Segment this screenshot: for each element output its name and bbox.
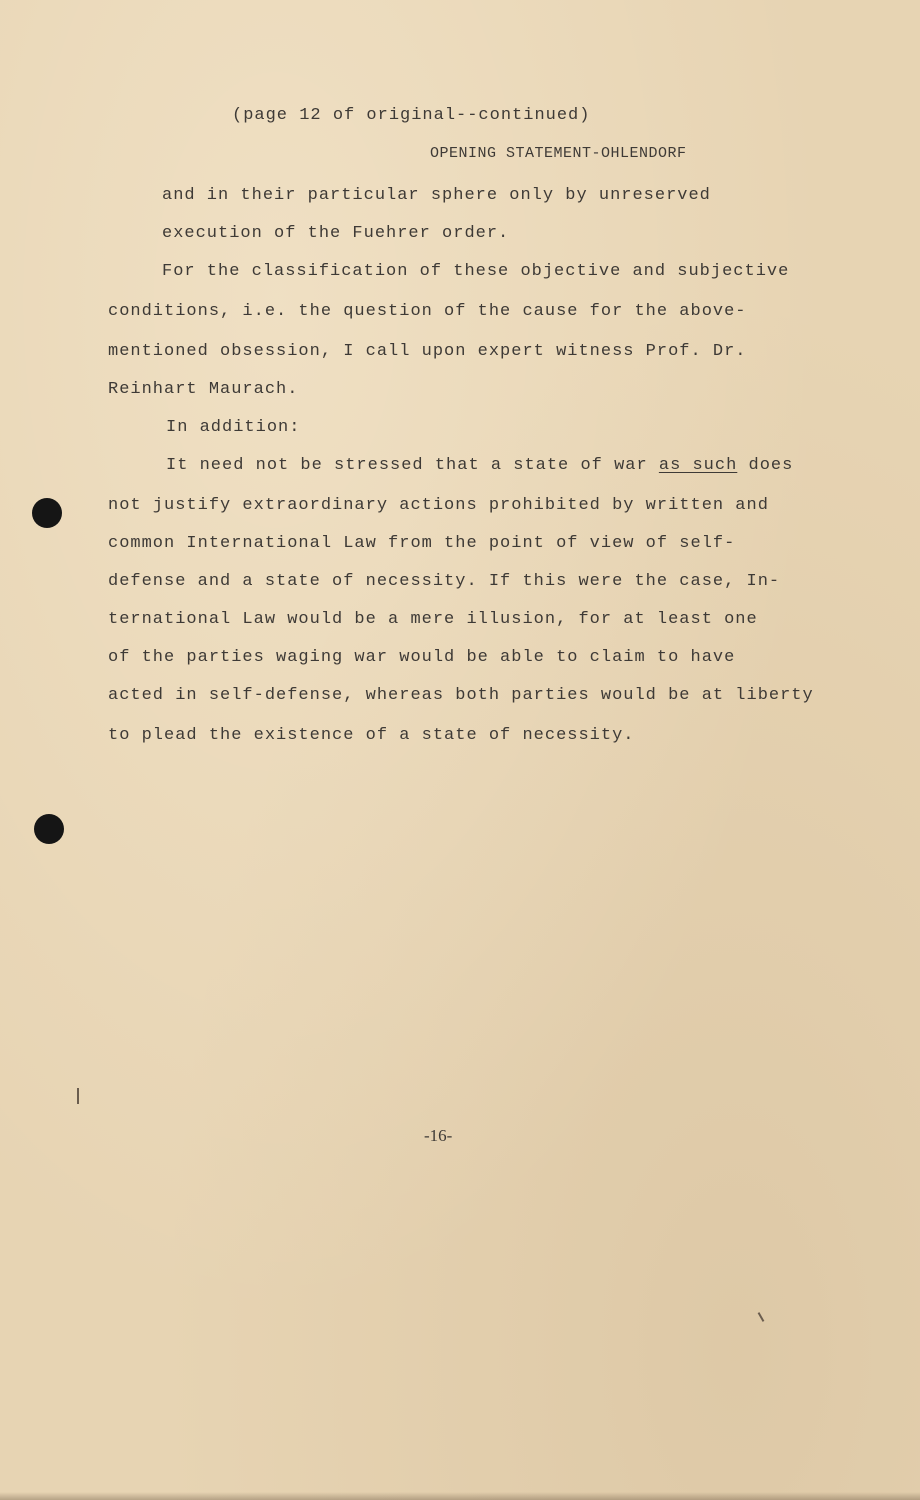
text-line: not justify extraordinary actions prohibited by written and (108, 496, 769, 515)
text-segment: It need not be stressed that a state of war (166, 456, 659, 475)
text-line: mentioned obsession, I call upon expert witness Prof. Dr. (108, 342, 747, 361)
text-line: execution of the Fuehrer order. (162, 224, 510, 243)
punch-hole (32, 498, 62, 528)
text-segment: does (737, 456, 794, 475)
page-number: -16- (424, 1126, 453, 1145)
text-line: acted in self-defense, whereas both parties would be at liberty (108, 686, 814, 705)
text-line: Reinhart Maurach. (108, 380, 299, 399)
text-line: ternational Law would be a mere illusion, for at least one (108, 610, 758, 629)
text-line: conditions, i.e. the question of the cause for the above- (108, 302, 747, 321)
text-line: to plead the existence of a state of necessity. (108, 726, 635, 745)
document-title: OPENING STATEMENT-OHLENDORF (430, 145, 687, 162)
page-continuation-note: (page 12 of original--continued) (232, 106, 591, 125)
text-line: of the parties waging war would be able to claim to have (108, 648, 736, 667)
text-line (166, 456, 793, 476)
punch-hole (34, 814, 64, 844)
stray-mark (77, 1088, 79, 1104)
stray-mark (758, 1312, 765, 1322)
text-line: common International Law from the point of view of self- (108, 534, 736, 553)
text-line: and in their particular sphere only by unreserved (162, 186, 711, 205)
text-line: For the classification of these objective and subjective (162, 262, 790, 281)
text-line: In addition: (166, 418, 301, 437)
page-edge-shadow (0, 1492, 920, 1500)
underlined-phrase: as such (658, 456, 738, 475)
text-line: defense and a state of necessity. If this were the case, In- (108, 572, 781, 591)
